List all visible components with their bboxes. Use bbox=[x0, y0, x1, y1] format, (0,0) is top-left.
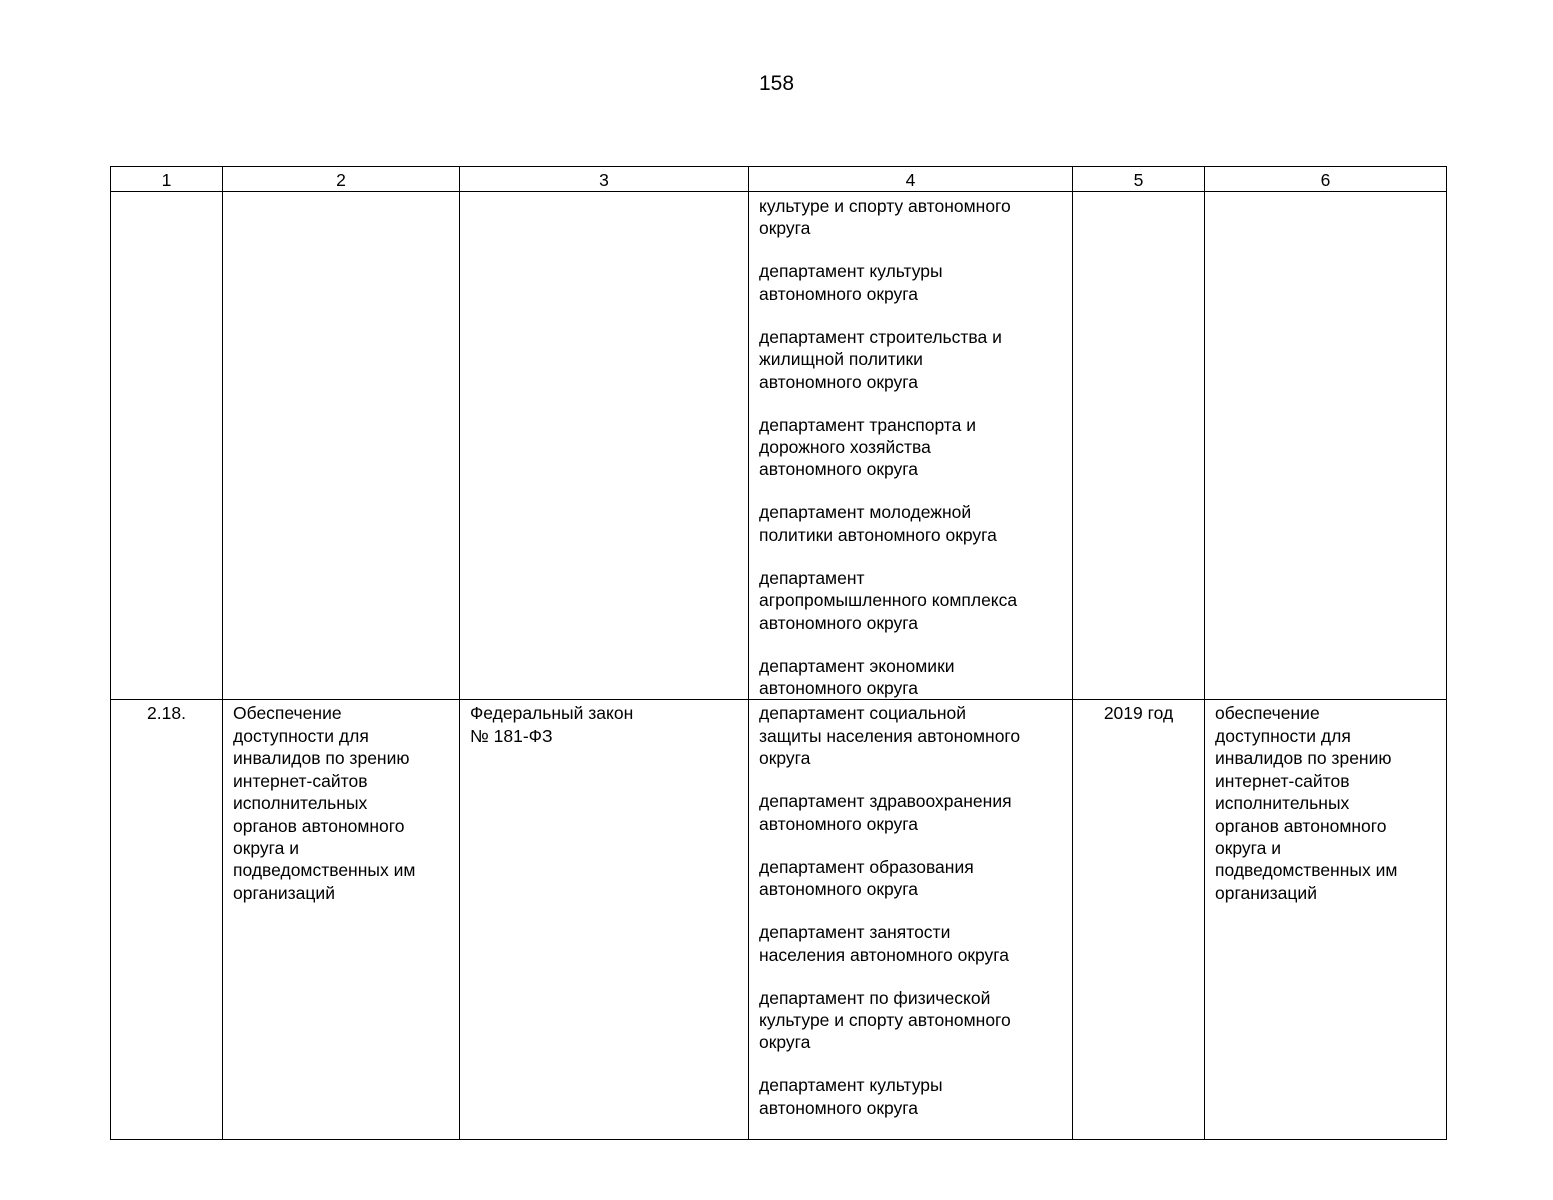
responsible-item: департамент здравоохранения автономного округа bbox=[759, 791, 1012, 834]
responsible-item: департамент экономики автономного округа bbox=[759, 655, 955, 699]
cell-deadline bbox=[1073, 192, 1205, 700]
column-header-6: 6 bbox=[1205, 167, 1447, 192]
cell-number: 2.18. bbox=[111, 700, 223, 1140]
cell-responsible bbox=[749, 700, 1073, 1140]
responsible-item: культуре и спорту автономного округа bbox=[759, 196, 1011, 239]
responsible-item: департамент культуры автономного округа bbox=[759, 1075, 943, 1118]
responsible-item: департамент по физической культуре и спорту автономного округа bbox=[759, 987, 1011, 1053]
cell-result bbox=[1205, 192, 1447, 700]
responsible-item: департамент социальной защиты населения автономного округа bbox=[759, 703, 1021, 769]
cell-deadline: 2019 год bbox=[1073, 700, 1205, 1140]
column-header-1: 1 bbox=[111, 167, 223, 192]
column-header-3: 3 bbox=[460, 167, 749, 192]
table-row-continuation bbox=[111, 192, 1447, 700]
responsible-item: департамент образования автономного округа bbox=[759, 856, 974, 900]
column-header-4: 4 bbox=[749, 167, 1073, 192]
cell-basis: Федеральный закон № 181-ФЗ bbox=[460, 700, 749, 1140]
responsible-item: департамент транспорта и дорожного хозяйства автономного округа bbox=[759, 414, 976, 480]
cell-number bbox=[111, 192, 223, 700]
cell-result: обеспечение доступности для инвалидов по зрению интернет-сайтов исполнительных органов автономного округа и подведомственных им организаций bbox=[1205, 700, 1447, 1140]
responsible-item: департамент строительства и жилищной политики автономного округа bbox=[759, 326, 1002, 392]
table-header-row bbox=[111, 167, 1447, 192]
responsible-item: департамент культуры автономного округа bbox=[759, 261, 943, 304]
document-table bbox=[110, 166, 1447, 1140]
cell-responsible bbox=[749, 192, 1073, 700]
responsible-item: департамент занятости населения автономного округа bbox=[759, 922, 1010, 965]
column-header-5: 5 bbox=[1073, 167, 1205, 192]
column-header-2: 2 bbox=[223, 167, 460, 192]
cell-basis bbox=[460, 192, 749, 700]
cell-measure: Обеспечение доступности для инвалидов по зрению интернет-сайтов исполнительных органов автономного округа и подведомственных им организаций bbox=[223, 700, 460, 1140]
table-row-2-18 bbox=[111, 700, 1447, 1140]
cell-measure bbox=[223, 192, 460, 700]
responsible-item: департамент агропромышленного комплекса автономного округа bbox=[759, 567, 1018, 633]
responsible-item: департамент молодежной политики автономного округа bbox=[759, 502, 997, 545]
page-number: 158 bbox=[758, 72, 795, 95]
